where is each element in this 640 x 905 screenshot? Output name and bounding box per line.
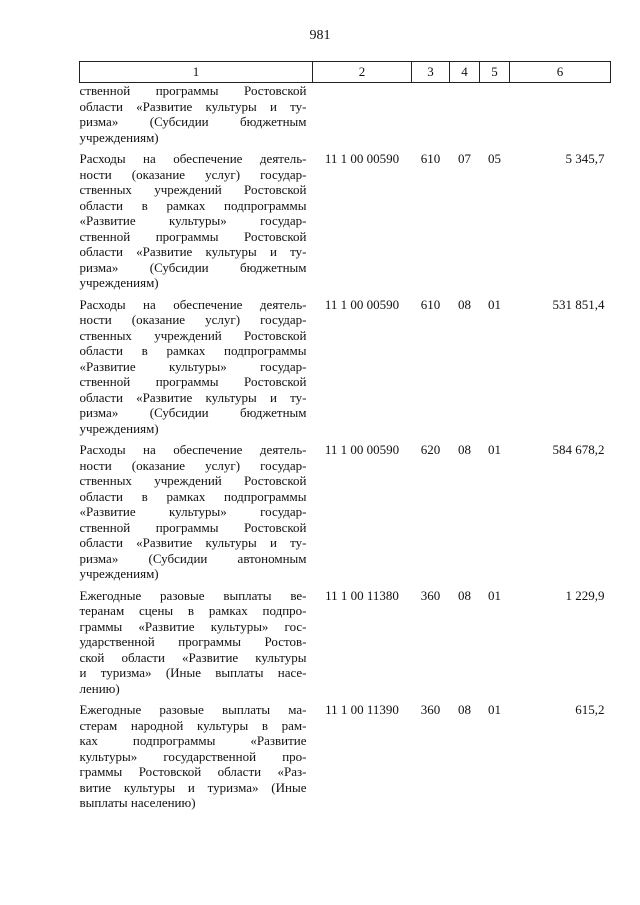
description-line: витие культуры и туризма» (Иные	[79, 779, 307, 795]
target-article-code: 11 1 00 11390	[325, 702, 399, 717]
row-description	[80, 588, 313, 703]
amount-value: 615,2	[575, 702, 605, 717]
description-line: ственной программы Ростовской	[79, 519, 307, 535]
description-line: ственной программы Ростовской	[79, 83, 307, 98]
section-code: 08	[458, 442, 471, 457]
expense-type-code: 360	[420, 702, 441, 717]
description-line: ственных учреждений Ростовской	[79, 473, 307, 488]
column-header-1: 1	[80, 62, 313, 83]
description-line: Ежегодные разовые выплаты ма-	[79, 702, 307, 717]
expense-type-code: 610	[420, 151, 441, 166]
description-line: области «Развитие культуры и ту-	[79, 535, 307, 550]
description-line: ской области «Развитие культуры	[79, 649, 307, 665]
table-row	[80, 83, 611, 152]
target-article-code: 11 1 00 11380	[325, 587, 399, 603]
expense-type-code	[412, 83, 450, 152]
section-code: 08	[458, 702, 471, 717]
description-line: Расходы на обеспечение деятель-	[79, 296, 307, 312]
description-line: культуры» государственной про-	[79, 748, 307, 764]
table-row	[80, 588, 611, 703]
description-line: Расходы на обеспечение деятель-	[79, 442, 307, 457]
page-number: 981	[309, 28, 331, 43]
section-code	[450, 83, 480, 152]
description-line: ственных учреждений Ростовской	[79, 327, 307, 343]
column-header-3: 3	[412, 62, 450, 83]
amount-value: 1 229,9	[565, 587, 605, 603]
description-line: граммы Ростовской области «Раз-	[79, 764, 307, 779]
description-line: Ежегодные разовые выплаты ве-	[79, 587, 307, 603]
subsection-code: 01	[488, 296, 501, 312]
description-line: Расходы на обеспечение деятель-	[79, 151, 307, 166]
expense-type-code: 360	[420, 587, 441, 603]
column-header-4: 4	[450, 62, 480, 83]
row-description	[80, 151, 313, 297]
description-line: и туризма» (Иные выплаты насе-	[79, 665, 307, 680]
description-line: теранам сцены в рамках подпро-	[79, 603, 307, 618]
description-line: ности (оказание услуг) государ-	[79, 457, 307, 473]
target-article-code	[313, 83, 412, 152]
table-row	[80, 297, 611, 443]
description-line: области «Развитие культуры и ту-	[79, 244, 307, 259]
column-header-2: 2	[313, 62, 412, 83]
row-description	[80, 702, 313, 817]
table-row	[80, 151, 611, 297]
description-line: ности (оказание услуг) государ-	[79, 166, 307, 182]
row-description	[80, 442, 313, 588]
description-line: учреждениям)	[79, 129, 159, 145]
description-line: ударственной программы Ростов-	[79, 634, 307, 649]
description-line: области в рамках подпрограммы	[79, 343, 307, 358]
subsection-code: 01	[488, 587, 501, 603]
description-line: «Развитие культуры» государ-	[79, 504, 307, 519]
description-line: «Развитие культуры» государ-	[79, 358, 307, 374]
description-line: учреждениям)	[79, 420, 159, 436]
section-code: 07	[458, 151, 471, 166]
subsection-code: 05	[488, 151, 501, 166]
description-line: учреждениям)	[79, 566, 159, 581]
description-line: выплаты населению)	[79, 795, 196, 810]
description-line: области «Развитие культуры и ту-	[79, 98, 307, 114]
expense-type-code: 610	[420, 296, 441, 312]
description-line: ственной программы Ростовской	[79, 228, 307, 244]
description-line: ках подпрограммы «Развитие	[79, 733, 307, 748]
column-header-5: 5	[480, 62, 510, 83]
section-code: 08	[458, 587, 471, 603]
description-line: учреждениям)	[79, 275, 159, 290]
description-line: области «Развитие культуры и ту-	[79, 389, 307, 405]
description-line: ризма» (Субсидии бюджетным	[79, 259, 307, 275]
description-line: стерам народной культуры в рам-	[79, 717, 307, 733]
budget-table	[79, 61, 611, 817]
amount-value	[510, 83, 611, 152]
description-line: области в рамках подпрограммы	[79, 197, 307, 213]
amount-value: 584 678,2	[552, 442, 605, 457]
amount-value: 531 851,4	[552, 296, 605, 312]
target-article-code: 11 1 00 00590	[324, 151, 400, 166]
target-article-code: 11 1 00 00590	[324, 296, 400, 312]
description-line: лению)	[79, 680, 120, 696]
table-body	[80, 83, 611, 817]
description-line: ризма» (Субсидии бюджетным	[79, 405, 307, 420]
section-code: 08	[458, 296, 471, 312]
description-line: «Развитие культуры» государ-	[79, 213, 307, 228]
amount-value: 5 345,7	[565, 151, 605, 166]
table-row	[80, 442, 611, 588]
subsection-code	[480, 83, 510, 152]
subsection-code: 01	[488, 702, 501, 717]
description-line: ризма» (Субсидии бюджетным	[79, 114, 307, 129]
row-description	[80, 83, 313, 152]
description-line: ственных учреждений Ростовской	[79, 182, 307, 197]
row-description	[80, 297, 313, 443]
description-line: граммы «Развитие культуры» гос-	[79, 618, 307, 634]
subsection-code: 01	[488, 442, 501, 457]
target-article-code: 11 1 00 00590	[324, 442, 400, 457]
description-line: ризма» (Субсидии автономным	[79, 550, 307, 566]
expense-type-code: 620	[420, 442, 441, 457]
table-row	[80, 702, 611, 817]
description-line: области в рамках подпрограммы	[79, 488, 307, 504]
column-header-6: 6	[510, 62, 611, 83]
description-line: ности (оказание услуг) государ-	[79, 312, 307, 327]
table-header	[80, 62, 611, 83]
description-line: ственной программы Ростовской	[79, 374, 307, 389]
